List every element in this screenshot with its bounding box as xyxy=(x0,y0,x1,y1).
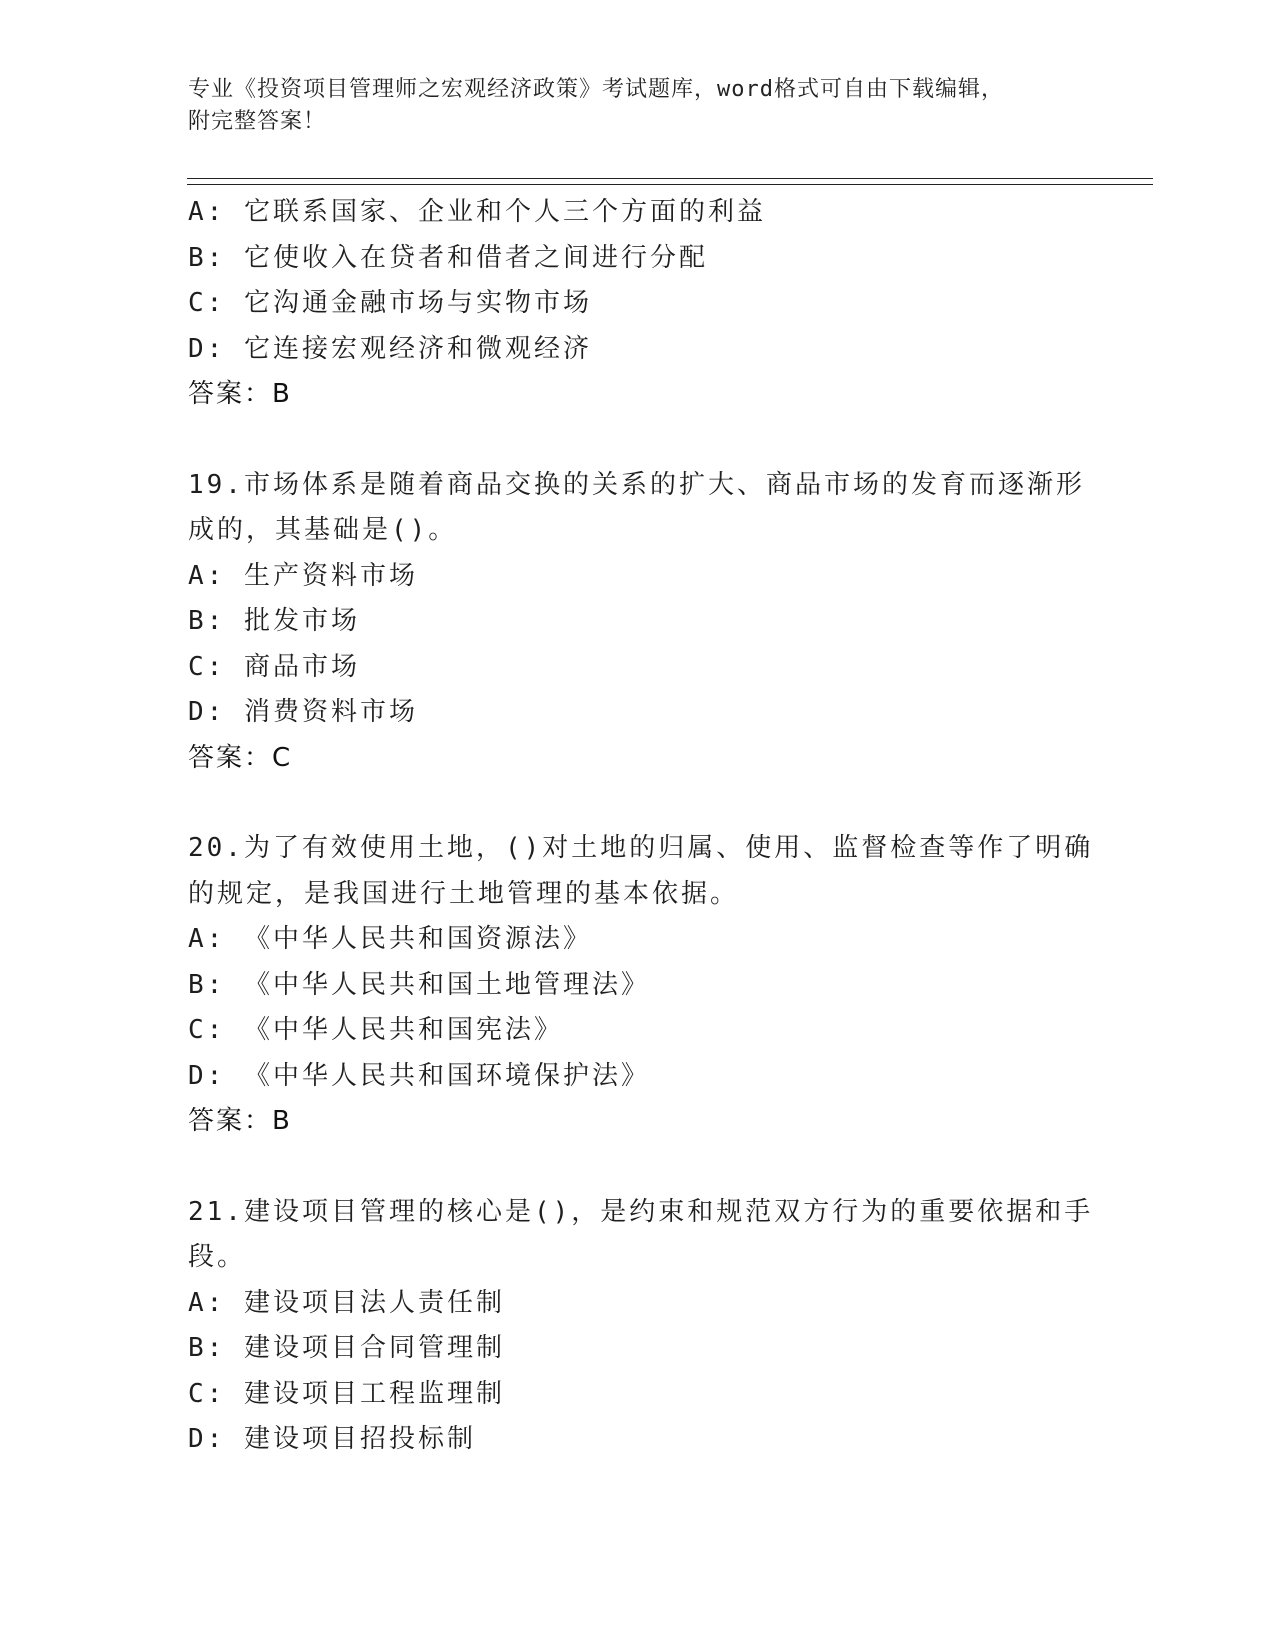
question-stem: 21.建设项目管理的核心是()，是约束和规范双方行为的重要依据和手 xyxy=(188,1196,1094,1227)
option-d: D: 建设项目招投标制 xyxy=(188,1424,476,1454)
answer: 答案：B xyxy=(188,1106,292,1136)
question-stem-continued: 段。 xyxy=(188,1242,247,1272)
option-b: B: 建设项目合同管理制 xyxy=(188,1333,505,1363)
option-b: B: 它使收入在贷者和借者之间进行分配 xyxy=(188,242,708,273)
question-stem-continued: 的规定，是我国进行土地管理的基本依据。 xyxy=(188,878,740,909)
answer: 答案：B xyxy=(188,379,292,409)
option-b: B: 《中华人民共和国土地管理法》 xyxy=(188,969,650,1000)
header-line-2: 附完整答案！ xyxy=(188,109,327,134)
question-stem: 20.为了有效使用土地，()对土地的归属、使用、监督检查等作了明确 xyxy=(188,833,1094,863)
header-line-1: 专业《投资项目管理师之宏观经济政策》考试题库，word格式可自由下载编辑， xyxy=(188,77,1004,102)
question-20 xyxy=(188,826,1094,1145)
question-18 xyxy=(188,190,1088,418)
option-c: C: 建设项目工程监理制 xyxy=(188,1378,505,1409)
question-21 xyxy=(188,1190,1094,1463)
question-19 xyxy=(188,463,1088,782)
question-stem-continued: 成的，其基础是()。 xyxy=(188,515,458,545)
option-a: A: 它联系国家、企业和个人三个方面的利益 xyxy=(188,197,766,227)
option-c: C: 《中华人民共和国宪法》 xyxy=(188,1015,563,1045)
answer: 答案：C xyxy=(188,742,293,773)
option-c: C: 它沟通金融市场与实物市场 xyxy=(188,288,592,318)
option-a: A: 生产资料市场 xyxy=(188,560,418,591)
option-d: D: 消费资料市场 xyxy=(188,697,418,727)
question-stem: 19.市场体系是随着商品交换的关系的扩大、商品市场的发育而逐渐形 xyxy=(188,469,1085,500)
option-d: D: 《中华人民共和国环境保护法》 xyxy=(188,1060,650,1091)
header-divider xyxy=(187,178,1153,185)
question-list xyxy=(188,190,1094,1463)
option-b: B: 批发市场 xyxy=(188,606,360,636)
option-a: A: 建设项目法人责任制 xyxy=(188,1287,505,1318)
option-a: A: 《中华人民共和国资源法》 xyxy=(188,924,592,954)
document-header xyxy=(188,74,1088,138)
option-d: D: 它连接宏观经济和微观经济 xyxy=(188,333,592,364)
option-c: C: 商品市场 xyxy=(188,651,360,682)
